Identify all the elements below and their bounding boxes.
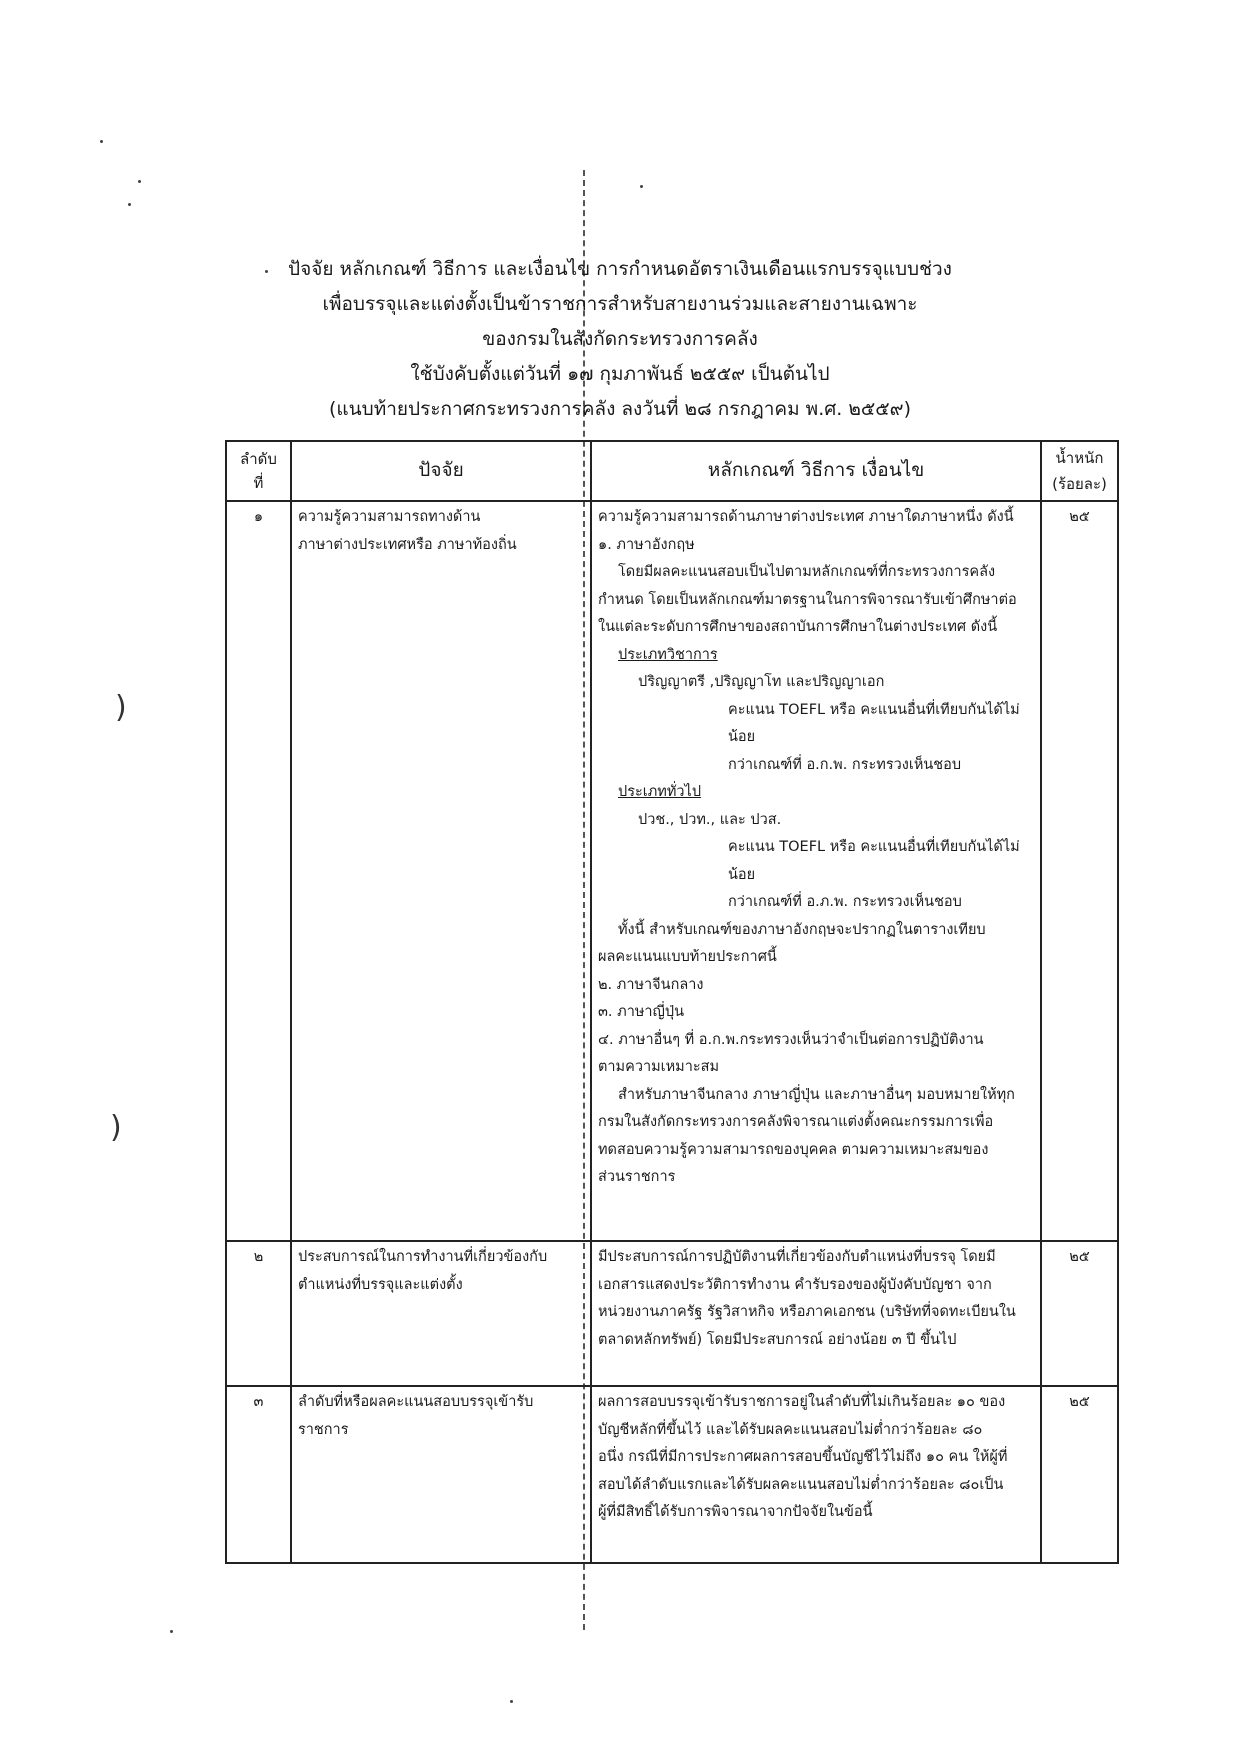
criteria-line: ๓. ภาษาญี่ปุ่น bbox=[598, 1004, 685, 1020]
criteria-line: ปวช., ปวท., และ ปวส. bbox=[638, 811, 782, 828]
criteria-line: ผู้ที่มีสิทธิ์ได้รับการพิจารณาจากปัจจัยในข้อนี้ bbox=[598, 1504, 873, 1520]
factor-line: ประสบการณ์ในการทำงานที่เกี่ยวข้องกับ bbox=[298, 1249, 548, 1265]
table-row bbox=[226, 501, 1118, 1241]
row-weight: ๒๕ bbox=[1041, 501, 1118, 1241]
doc-title-line-3: ของกรมในสังกัดกระทรวงการคลัง bbox=[482, 328, 758, 350]
row-factor bbox=[291, 1241, 591, 1386]
row-order: ๓ bbox=[226, 1386, 291, 1563]
criteria-line: โดยมีผลคะแนนสอบเป็นไปตามหลักเกณฑ์ที่กระทรวงการคลัง bbox=[618, 564, 996, 580]
criteria-line: กำหนด โดยเป็นหลักเกณฑ์มาตรฐานในการพิจารณารับเข้าศึกษาต่อ bbox=[598, 591, 1017, 608]
category-heading-academic: ประเภทวิชาการ bbox=[618, 646, 718, 663]
header-criteria: หลักเกณฑ์ วิธีการ เงื่อนไข bbox=[591, 441, 1041, 501]
row-criteria bbox=[591, 1386, 1041, 1563]
row-order: ๒ bbox=[226, 1241, 291, 1386]
doc-title-line-1: ปัจจัย หลักเกณฑ์ วิธีการ และเงื่อนไข การกำหนดอัตราเงินเดือนแรกบรรจุแบบช่วง bbox=[288, 258, 952, 280]
criteria-line: ผลคะแนนแบบท้ายประกาศนี้ bbox=[598, 949, 777, 965]
criteria-line: ตามความเหมาะสม bbox=[598, 1059, 720, 1075]
criteria-line: สำหรับภาษาจีนกลาง ภาษาญี่ปุ่น และภาษาอื่นๆ มอบหมายให้ทุก bbox=[618, 1086, 1015, 1103]
factor-line: ราชการ bbox=[298, 1421, 349, 1438]
criteria-line: ผลการสอบบรรจุเข้ารับราชการอยู่ในลำดับที่ไม่เกินร้อยละ ๑๐ ของ bbox=[598, 1394, 1006, 1410]
criteria-line: ทั้งนี้ สำหรับเกณฑ์ของภาษาอังกฤษจะปรากฏในตารางเทียบ bbox=[618, 921, 986, 938]
scan-speck bbox=[640, 185, 643, 188]
criteria-line: มีประสบการณ์การปฏิบัติงานที่เกี่ยวข้องกับตำแหน่งที่บรรจุ โดยมี bbox=[598, 1249, 996, 1265]
criteria-line: ๑. ภาษาอังกฤษ bbox=[598, 536, 695, 553]
header-order-line-1: ลำดับ bbox=[240, 450, 277, 468]
scan-speck bbox=[170, 1630, 173, 1633]
factor-line: ลำดับที่หรือผลคะแนนสอบบรรจุเข้ารับ bbox=[298, 1394, 534, 1410]
doc-effective-date: ใช้บังคับตั้งแต่วันที่ ๑๗ กุมภาพันธ์ ๒๕๕๙ เป็นต้นไป bbox=[410, 363, 830, 385]
header-order bbox=[226, 441, 291, 501]
criteria-line: คะแนน TOEFL หรือ คะแนนอื่นที่เทียบกันได้ไม่น้อย bbox=[728, 701, 1020, 745]
row-order: ๑ bbox=[226, 501, 291, 1241]
criteria-line: ๔. ภาษาอื่นๆ ที่ อ.ก.พ.กระทรวงเห็นว่าจำเป็นต่อการปฏิบัติงาน bbox=[598, 1031, 984, 1048]
scan-speck bbox=[510, 1700, 513, 1703]
criteria-line: ความรู้ความสามารถด้านภาษาต่างประเทศ ภาษาใดภาษาหนึ่ง ดังนี้ bbox=[598, 509, 1014, 525]
criteria-line: ตลาดหลักทรัพย์) โดยมีประสบการณ์ อย่างน้อย ๓ ปี ขึ้นไป bbox=[598, 1331, 957, 1348]
criteria-line: หน่วยงานภาครัฐ รัฐวิสาหกิจ หรือภาคเอกชน (บริษัทที่จดทะเบียนใน bbox=[598, 1304, 1016, 1320]
row-factor bbox=[291, 1386, 591, 1563]
criteria-line: ทดสอบความรู้ความสามารถของบุคคล ตามความเหมาะสมของ bbox=[598, 1141, 989, 1158]
header-order-line-2: ที่ bbox=[253, 474, 264, 492]
factor-line: ตำแหน่งที่บรรจุและแต่งตั้ง bbox=[298, 1276, 463, 1293]
category-heading-general: ประเภททั่วไป bbox=[618, 784, 702, 800]
scan-speck bbox=[138, 180, 141, 183]
header-weight-line-2: (ร้อยละ) bbox=[1052, 475, 1107, 493]
criteria-line: เอกสารแสดงประวัติการทำงาน คำรับรองของผู้บังคับบัญชา จาก bbox=[598, 1276, 992, 1293]
factor-line: ความรู้ความสามารถทางด้าน bbox=[298, 509, 481, 525]
criteria-line: คะแนน TOEFL หรือ คะแนนอื่นที่เทียบกันได้ไม่น้อย bbox=[728, 839, 1020, 883]
row-factor bbox=[291, 501, 591, 1241]
scan-speck bbox=[128, 203, 131, 206]
criteria-line: ปริญญาตรี ,ปริญญาโท และปริญญาเอก bbox=[638, 674, 885, 690]
header-weight-line-1: น้ำหนัก bbox=[1055, 449, 1104, 467]
punch-hole-mark: ) bbox=[110, 1110, 122, 1145]
header-factor: ปัจจัย bbox=[291, 441, 591, 501]
criteria-line: กรมในสังกัดกระทรวงการคลังพิจารณาแต่งตั้งคณะกรรมการเพื่อ bbox=[598, 1114, 994, 1130]
doc-annex-reference: (แนบท้ายประกาศกระทรวงการคลัง ลงวันที่ ๒๘ กรกฎาคม พ.ศ. ๒๕๕๙) bbox=[329, 398, 911, 420]
table-header-row bbox=[226, 441, 1118, 501]
row-criteria bbox=[591, 1241, 1041, 1386]
header-weight bbox=[1041, 441, 1118, 501]
criteria-line: ในแต่ละระดับการศึกษาของสถาบันการศึกษาในต่างประเทศ ดังนี้ bbox=[598, 619, 998, 635]
criteria-line: กว่าเกณฑ์ที่ อ.ภ.พ. กระทรวงเห็นชอบ bbox=[728, 894, 962, 910]
factor-line: ภาษาต่างประเทศหรือ ภาษาท้องถิ่น bbox=[298, 536, 517, 553]
row-criteria bbox=[591, 501, 1041, 1241]
table-row bbox=[226, 1386, 1118, 1563]
punch-hole-mark: ) bbox=[115, 690, 127, 725]
criteria-line: ส่วนราชการ bbox=[598, 1169, 676, 1185]
criteria-line: กว่าเกณฑ์ที่ อ.ก.พ. กระทรวงเห็นชอบ bbox=[728, 756, 962, 773]
doc-title-line-2: เพื่อบรรจุและแต่งตั้งเป็นข้าราชการสำหรับสายงานร่วมและสายงานเฉพาะ bbox=[322, 293, 918, 315]
scan-speck bbox=[100, 140, 103, 143]
criteria-line: บัญชีหลักที่ขึ้นไว้ และได้รับผลคะแนนสอบไม่ต่ำกว่าร้อยละ ๘๐ bbox=[598, 1421, 983, 1438]
row-weight: ๒๕ bbox=[1041, 1241, 1118, 1386]
criteria-line: ๒. ภาษาจีนกลาง bbox=[598, 976, 704, 993]
criteria-table bbox=[225, 440, 1119, 1564]
criteria-line: อนึ่ง กรณีที่มีการประกาศผลการสอบขึ้นบัญชีไว้ไม่ถึง ๑๐ คน ให้ผู้ที่ bbox=[598, 1449, 1008, 1465]
row-weight: ๒๕ bbox=[1041, 1386, 1118, 1563]
criteria-line: สอบได้ลำดับแรกและได้รับผลคะแนนสอบไม่ต่ำกว่าร้อยละ ๘๐เป็น bbox=[598, 1476, 1004, 1493]
table-row bbox=[226, 1241, 1118, 1386]
